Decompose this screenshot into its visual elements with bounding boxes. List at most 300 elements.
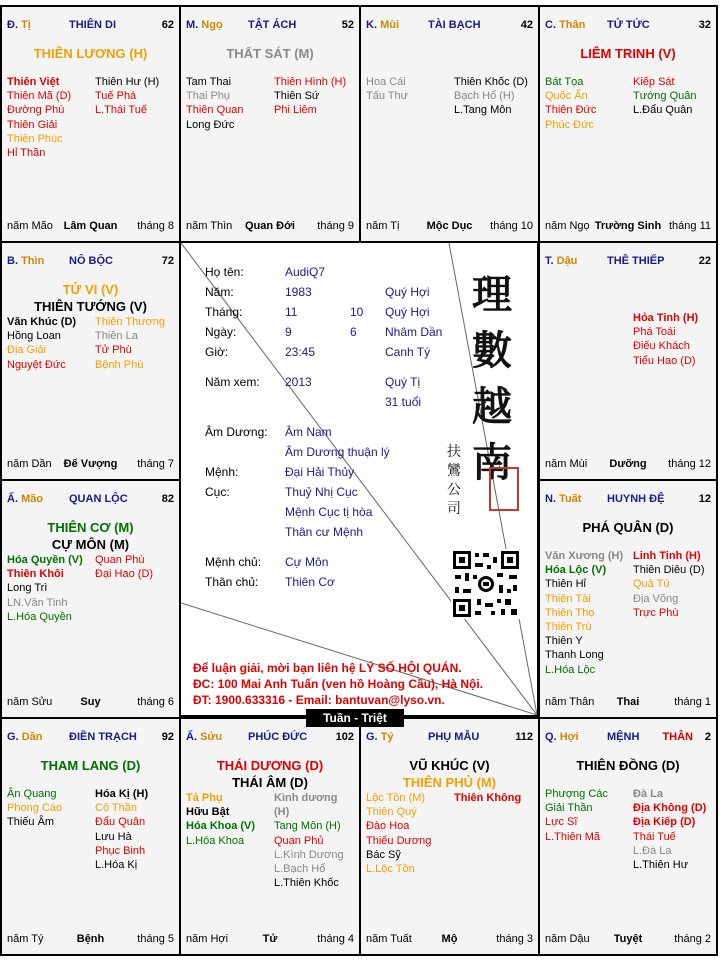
main-stars <box>2 281 179 315</box>
minor-star[interactable]: Phúc Đức <box>545 118 594 131</box>
palace-month: tháng 12 <box>668 458 711 470</box>
view-year-canchi: Quý Tị <box>385 375 421 389</box>
life-stage: Suy <box>80 696 101 708</box>
minor-star[interactable]: Thiên Quan <box>186 104 244 117</box>
palace-stem <box>545 19 585 31</box>
minor-stars-left <box>545 75 596 132</box>
minor-star[interactable]: Tả Phụ <box>186 792 223 804</box>
minor-star[interactable]: Thiên Đức <box>545 104 597 117</box>
palace-name: PHÚC ĐỨC <box>248 731 308 743</box>
branch-name: Mão <box>21 493 44 505</box>
life-stage: Quan Đới <box>245 220 295 232</box>
main-star[interactable]: THÁI ÂM (D) <box>232 775 308 790</box>
minor-star[interactable]: L.Thái Tuế <box>95 104 147 117</box>
minor-star[interactable]: Thiên Không <box>454 792 522 804</box>
minor-stars-left <box>366 791 431 876</box>
branch-name: Hợi <box>559 731 579 743</box>
view-age: 31 tuổi <box>385 395 422 409</box>
stem-letter: C. <box>545 19 556 31</box>
minor-star[interactable]: Quan Phủ <box>274 834 324 847</box>
minor-star[interactable]: Đào Hoa <box>366 820 410 833</box>
minor-star[interactable]: Trực Phù <box>633 606 679 619</box>
minor-star[interactable]: L.Đẩu Quân <box>633 104 693 117</box>
palace-age: 112 <box>515 731 533 743</box>
minor-star[interactable]: Cô Thần <box>95 802 137 815</box>
minor-star[interactable]: Hữu Bật <box>186 806 230 819</box>
minor-star[interactable]: Hồng Loan <box>7 330 61 343</box>
minor-star[interactable]: Thiếu Âm <box>7 816 55 829</box>
minor-star[interactable]: Văn Khúc (D) <box>7 316 77 328</box>
palace-stem <box>186 19 223 31</box>
main-star[interactable]: TỬ VI (V) <box>62 282 119 297</box>
year-label: Năm: <box>205 285 234 299</box>
minor-star[interactable]: Phượng Các <box>545 788 608 800</box>
minor-star[interactable]: Quan Phù <box>95 554 145 566</box>
minor-stars-right <box>274 791 354 890</box>
thanchu-value: Thiên Cơ <box>285 575 335 589</box>
palace-month: tháng 5 <box>137 933 174 945</box>
than-marker: THÂN <box>662 731 693 743</box>
minor-star[interactable]: Thiên Hỉ <box>545 578 586 591</box>
minor-star[interactable]: Lưu Hà <box>95 830 132 843</box>
palace-header <box>7 255 174 271</box>
palace-stem <box>545 493 581 505</box>
palace-footer <box>7 458 174 472</box>
palace-cell-dau[interactable] <box>538 241 718 481</box>
minor-star[interactable]: Lực Sĩ <box>545 816 578 829</box>
minor-star[interactable]: Hoa Cái <box>366 76 406 88</box>
minor-star[interactable]: Thanh Long <box>545 649 604 662</box>
minor-star[interactable]: Tiểu Hao (D) <box>633 354 696 367</box>
main-stars <box>540 45 716 62</box>
minor-star[interactable]: L.Tang Môn <box>454 104 512 117</box>
minor-star[interactable]: Thiên Quý <box>366 806 417 819</box>
minor-star[interactable]: Tử Phù <box>95 344 132 357</box>
minor-star[interactable]: Thiên Việt <box>7 76 60 88</box>
palace-name: TẬT ÁCH <box>248 19 297 31</box>
minor-star[interactable]: Thiên Trù <box>545 621 592 634</box>
life-stage: Tuyệt <box>613 933 643 945</box>
minor-stars-right <box>633 549 705 620</box>
tuan-triet-badge: Tuần - Triệt <box>306 709 404 727</box>
minor-star[interactable]: Bác Sỹ <box>366 848 401 861</box>
palace-year: năm Mão <box>7 220 53 232</box>
minor-star[interactable]: Linh Tinh (H) <box>633 550 701 562</box>
life-stage: Thai <box>616 696 640 708</box>
stem-letter: Đ. <box>7 19 18 31</box>
branch-name: Mùi <box>380 19 400 31</box>
minor-star[interactable]: Tấu Thư <box>366 90 409 103</box>
palace-month: tháng 3 <box>496 933 533 945</box>
minor-star[interactable]: Thiên Phúc <box>7 132 63 145</box>
palace-year: năm Mùi <box>545 458 588 470</box>
branch-name: Ngọ <box>201 19 223 31</box>
minor-star[interactable]: L.Lộc Tồn <box>366 863 415 876</box>
menhchu-value: Cự Môn <box>285 555 329 569</box>
minor-stars-right <box>454 75 528 118</box>
center-info-panel <box>179 241 539 717</box>
minor-star[interactable]: Thiên Diêu (D) <box>633 564 705 577</box>
minor-stars-left <box>545 787 608 844</box>
minor-star[interactable]: L.Đà La <box>633 844 672 857</box>
stem-letter: Ấ. <box>186 731 197 743</box>
main-star[interactable]: LIÊM TRINH (V) <box>580 46 676 61</box>
palace-footer <box>545 458 711 472</box>
minor-star[interactable]: Thiên Thương <box>95 316 166 328</box>
palace-name: QUAN LỘC <box>69 493 128 505</box>
stem-letter: Q. <box>545 731 557 743</box>
minor-star[interactable]: Thiên Giải <box>7 118 58 131</box>
minor-star[interactable]: Thiên Sứ <box>274 90 320 103</box>
palace-cell-hoi[interactable] <box>538 717 718 956</box>
day-value: 9 <box>285 325 292 339</box>
minor-star[interactable]: L.Hóa Quyền <box>7 610 72 623</box>
palace-age: 42 <box>520 19 533 31</box>
minor-star[interactable]: Kiếp Sát <box>633 76 675 88</box>
palace-header <box>545 19 711 35</box>
menh-value: Đại Hải Thủy <box>285 465 355 479</box>
minor-star[interactable]: L.Thiên Mã <box>545 830 601 843</box>
palace-year: năm Tị <box>366 220 400 232</box>
year-canchi: Quý Hợi <box>385 285 430 299</box>
minor-star[interactable]: Long Đức <box>186 118 235 131</box>
thanchu-label: Thân chủ: <box>205 575 259 589</box>
minor-star[interactable]: Hóa Kị (H) <box>95 788 149 800</box>
palace-header <box>7 19 174 35</box>
palace-footer <box>186 933 354 947</box>
palace-name: MỆNH <box>607 731 640 743</box>
minor-star[interactable]: Phục Binh <box>95 844 146 857</box>
minor-stars-left <box>186 791 255 848</box>
minor-star[interactable]: L.Bạch Hổ <box>274 863 326 876</box>
main-stars <box>2 519 179 553</box>
palace-month: tháng 6 <box>137 696 174 708</box>
minor-stars-right <box>454 791 521 805</box>
view-year-label: Năm xem: <box>205 375 260 389</box>
minor-star[interactable]: Tam Thai <box>186 76 232 88</box>
life-stage: Bệnh <box>76 933 105 945</box>
palace-stem <box>366 731 394 743</box>
minor-star[interactable]: Nguyệt Đức <box>7 358 66 371</box>
palace-cell-suu[interactable] <box>179 717 361 956</box>
stem-letter: B. <box>7 255 18 267</box>
cuc-value: Thuỷ Nhị Cục <box>285 485 358 499</box>
main-stars <box>540 757 716 774</box>
minor-star[interactable]: Thiên Khôi <box>7 568 64 581</box>
palace-header <box>366 19 533 35</box>
minor-stars-left <box>366 75 408 103</box>
minor-star[interactable]: LN.Văn Tinh <box>7 596 68 609</box>
minor-star[interactable]: Hỏa Tinh (H) <box>633 312 699 324</box>
red-seal-icon <box>489 467 519 511</box>
palace-cell-thin[interactable] <box>0 241 181 481</box>
main-star[interactable]: THIÊN CƠ (M) <box>47 520 134 535</box>
minor-star[interactable]: Tang Môn (H) <box>274 820 341 833</box>
minor-star[interactable]: Quả Tú <box>633 578 670 591</box>
main-star[interactable]: THAM LANG (D) <box>40 758 141 773</box>
minor-star[interactable]: Thiên Mã (D) <box>7 90 72 103</box>
minor-star[interactable]: Phong Cáo <box>7 802 63 815</box>
life-stage: Mộ <box>441 933 458 945</box>
palace-year: năm Tuất <box>366 933 412 945</box>
palace-name: THIÊN DI <box>69 19 117 31</box>
amduong-value: Âm Nam <box>285 425 332 439</box>
palace-footer <box>545 696 711 710</box>
stem-letter: G. <box>366 731 378 743</box>
minor-star[interactable]: L.Thiên Hư <box>633 859 689 872</box>
palace-footer <box>7 220 174 234</box>
month-label: Tháng: <box>205 305 243 319</box>
amduong-label: Âm Dương: <box>205 425 268 439</box>
minor-star[interactable]: Kình dương (H) <box>274 792 338 819</box>
main-star[interactable]: PHÁ QUÂN (D) <box>582 520 674 535</box>
main-star[interactable]: THÁI DƯƠNG (D) <box>216 758 324 773</box>
minor-star[interactable]: Hóa Khoa (V) <box>186 820 256 833</box>
minor-stars-left <box>7 75 71 160</box>
palace-name: TỬ TỨC <box>607 19 650 31</box>
palace-header <box>7 493 174 509</box>
palace-header <box>7 731 174 747</box>
palace-name: HUYNH ĐỆ <box>607 493 665 505</box>
stem-letter: N. <box>545 493 556 505</box>
palace-cell-ngo[interactable] <box>179 5 361 243</box>
minor-star[interactable]: Bát Tọa <box>545 76 584 88</box>
minor-stars-right <box>633 75 697 118</box>
minor-star[interactable]: Thiên Khốc (D) <box>454 76 528 88</box>
life-stage: Đế Vượng <box>63 458 118 470</box>
main-stars <box>2 757 179 774</box>
minor-stars-left <box>7 553 83 624</box>
day-label: Ngày: <box>205 325 237 339</box>
minor-star[interactable]: Bệnh Phù <box>95 358 144 371</box>
qr-code-icon[interactable] <box>451 549 521 619</box>
life-stage: Mộc Dục <box>426 220 473 232</box>
main-star[interactable]: CỰ MÔN (M) <box>51 537 130 552</box>
minor-star[interactable]: Hóa Lộc (V) <box>545 564 607 577</box>
branch-name: Dậu <box>556 255 578 267</box>
day-lunar: 6 <box>350 325 357 339</box>
minor-star[interactable]: Tuế Phá <box>95 90 137 103</box>
palace-month: tháng 9 <box>317 220 354 232</box>
minor-star[interactable]: Thiên Hư (H) <box>95 76 160 88</box>
view-year-value: 2013 <box>285 375 312 389</box>
palace-name: TÀI BẠCH <box>428 19 481 31</box>
palace-cell-ty[interactable] <box>359 717 540 956</box>
palace-stem <box>7 19 31 31</box>
name-value: AudiQ7 <box>285 265 326 279</box>
minor-star[interactable]: Đẩu Quân <box>95 816 146 829</box>
branch-name: Thân <box>559 19 586 31</box>
than-cu-note: Thân cư Mệnh <box>285 525 364 539</box>
branch-name: Thìn <box>21 255 45 267</box>
minor-star[interactable]: L.Hóa Kị <box>95 859 138 872</box>
palace-footer <box>366 220 533 234</box>
stem-letter: K. <box>366 19 377 31</box>
palace-stem <box>366 19 399 31</box>
stem-letter: M. <box>186 19 199 31</box>
month-value: 11 <box>285 305 298 319</box>
seal-small-text: 扶鸞公司 <box>447 444 461 517</box>
palace-year: năm Sửu <box>7 696 53 708</box>
palace-cell-than[interactable] <box>538 5 718 243</box>
minor-star[interactable]: Đà La <box>633 788 663 800</box>
minor-star[interactable]: Ân Quang <box>7 788 57 800</box>
contact-line-1: Để luận giải, mời bạn liên hệ LÝ SỐ HỘI QUÁN. <box>193 661 462 675</box>
minor-star[interactable]: Phi Liêm <box>274 104 317 117</box>
cuc-label: Cục: <box>205 485 230 499</box>
palace-month: tháng 8 <box>137 220 174 232</box>
minor-stars-left <box>186 75 243 132</box>
minor-star[interactable]: Đại Hao (D) <box>95 568 154 581</box>
palace-cell-ti[interactable] <box>0 5 181 243</box>
minor-star[interactable]: Thiếu Dương <box>366 834 432 847</box>
palace-year: năm Thìn <box>186 220 233 232</box>
palace-year: năm Thân <box>545 696 595 708</box>
minor-star[interactable]: Quốc Ấn <box>545 90 588 103</box>
minor-star[interactable]: Bạch Hổ (H) <box>454 90 515 103</box>
palace-age: 102 <box>335 731 354 743</box>
minor-star[interactable]: Điếu Khách <box>633 340 690 353</box>
minor-star[interactable]: Long Trì <box>7 582 48 595</box>
palace-month: tháng 2 <box>674 933 711 945</box>
calligraphy-logo: 理數越南 <box>472 271 512 486</box>
palace-month: tháng 11 <box>668 220 711 232</box>
minor-stars-right <box>274 75 346 118</box>
contact-phone-email[interactable]: ĐT: 1900.633316 - Email: bantuvan@lyso.vn. <box>193 693 445 707</box>
main-star[interactable]: THẤT SÁT (M) <box>226 46 314 61</box>
main-stars <box>181 45 359 62</box>
minor-star[interactable]: Hỉ Thần <box>7 147 46 160</box>
minor-stars-right <box>633 787 706 872</box>
hour-label: Giờ: <box>205 345 229 359</box>
minor-star[interactable]: Thiên Tài <box>545 592 591 605</box>
palace-age: 62 <box>161 19 174 31</box>
contact-address: ĐC: 100 Mai Anh Tuấn (ven hồ Hoàng Cầu), Hà Nội. <box>193 677 484 691</box>
cuc-note: Mệnh Cục tị hòa <box>285 505 373 519</box>
minor-star[interactable]: L.Kình Dương <box>274 848 344 861</box>
main-star[interactable]: THIÊN TƯỚNG (V) <box>34 299 147 314</box>
palace-stem <box>7 493 43 505</box>
minor-stars-right <box>95 787 148 872</box>
main-stars <box>540 519 716 536</box>
palace-month: tháng 10 <box>490 220 533 232</box>
stem-letter: G. <box>7 731 19 743</box>
main-star[interactable]: VŨ KHÚC (V) <box>409 758 490 773</box>
hour-value: 23:45 <box>285 345 316 359</box>
branch-name: Tý <box>380 731 394 743</box>
palace-header <box>545 493 711 509</box>
palace-name: THÊ THIẾP <box>607 255 665 267</box>
minor-star[interactable]: Thái Tuế <box>633 830 676 843</box>
minor-star[interactable]: Địa Không (D) <box>633 802 707 815</box>
main-star[interactable]: THIÊN PHỦ (M) <box>402 775 497 790</box>
minor-star[interactable]: Thiên La <box>95 330 138 343</box>
branch-name: Tị <box>21 19 31 31</box>
main-stars <box>2 45 179 62</box>
main-stars <box>181 757 359 791</box>
minor-star[interactable]: Thiên Y <box>545 635 583 648</box>
year-value: 1983 <box>285 285 312 299</box>
main-star[interactable]: THIÊN LƯƠNG (H) <box>33 46 148 61</box>
palace-year: năm Hợi <box>186 933 229 945</box>
minor-star[interactable]: Thiên Hình (H) <box>274 76 347 88</box>
palace-footer <box>7 696 174 710</box>
month-lunar: 10 <box>350 305 364 319</box>
palace-header <box>545 255 711 271</box>
palace-month: tháng 1 <box>674 696 711 708</box>
palace-stem <box>7 731 42 743</box>
palace-stem <box>186 731 222 743</box>
palace-cell-mui[interactable] <box>359 5 540 243</box>
palace-stem <box>545 731 579 743</box>
palace-header <box>186 19 354 35</box>
minor-star[interactable]: Địa Giải <box>7 344 47 357</box>
minor-star[interactable]: Thai Phụ <box>186 90 231 103</box>
name-label: Họ tên: <box>205 265 244 279</box>
minor-star[interactable]: Hóa Quyền (V) <box>7 554 83 566</box>
branch-name: Dần <box>21 731 43 743</box>
minor-star[interactable]: Văn Xương (H) <box>545 550 624 562</box>
palace-age: 72 <box>161 255 174 267</box>
main-star[interactable]: THIÊN ĐỒNG (D) <box>576 758 680 773</box>
palace-age: 52 <box>341 19 354 31</box>
day-canchi: Nhâm Dần <box>385 325 443 339</box>
palace-header <box>366 731 533 747</box>
palace-footer <box>545 933 711 947</box>
minor-stars-left <box>7 315 76 372</box>
minor-star[interactable]: Tướng Quân <box>633 90 697 103</box>
life-stage: Lâm Quan <box>63 220 118 232</box>
minor-star[interactable]: L.Hóa Khoa <box>186 834 245 847</box>
minor-star[interactable]: Địa Kiếp (D) <box>633 816 696 829</box>
menhchu-label: Mệnh chủ: <box>205 555 262 569</box>
palace-header <box>186 731 354 747</box>
palace-year: năm Tý <box>7 933 44 945</box>
palace-footer <box>7 933 174 947</box>
palace-age: 2 <box>704 731 711 743</box>
minor-star[interactable]: Giải Thần <box>545 802 593 815</box>
palace-cell-mao[interactable] <box>0 479 181 719</box>
palace-footer <box>545 220 711 234</box>
life-stage: Dưỡng <box>609 458 647 470</box>
palace-age: 32 <box>698 19 711 31</box>
palace-month: tháng 7 <box>137 458 174 470</box>
palace-cell-tuat[interactable] <box>538 479 718 719</box>
minor-star[interactable]: Đường Phù <box>7 104 65 117</box>
palace-cell-dan[interactable] <box>0 717 181 956</box>
palace-footer <box>366 933 533 947</box>
minor-star[interactable]: L.Hóa Lộc <box>545 663 596 676</box>
stem-letter: Ấ. <box>7 493 18 505</box>
minor-star[interactable]: Địa Võng <box>633 592 679 605</box>
minor-star[interactable]: L.Thiên Khốc <box>274 877 339 890</box>
minor-stars-left <box>545 549 623 677</box>
palace-header <box>545 731 711 747</box>
palace-stem <box>545 255 577 267</box>
palace-name: ĐIỀN TRẠCH <box>69 731 137 743</box>
month-canchi: Quý Hợi <box>385 305 430 319</box>
palace-age: 82 <box>161 493 174 505</box>
life-stage: Tử <box>262 933 278 945</box>
minor-star[interactable]: Lộc Tồn (M) <box>366 792 426 804</box>
branch-name: Tuất <box>559 493 582 505</box>
minor-stars-right <box>95 75 159 118</box>
minor-star[interactable]: Thiên Thọ <box>545 606 595 619</box>
palace-year: năm Ngọ <box>545 220 590 232</box>
minor-star[interactable]: Phá Toái <box>633 326 676 339</box>
hour-canchi: Canh Tý <box>385 345 431 359</box>
palace-year: năm Dần <box>7 458 52 470</box>
